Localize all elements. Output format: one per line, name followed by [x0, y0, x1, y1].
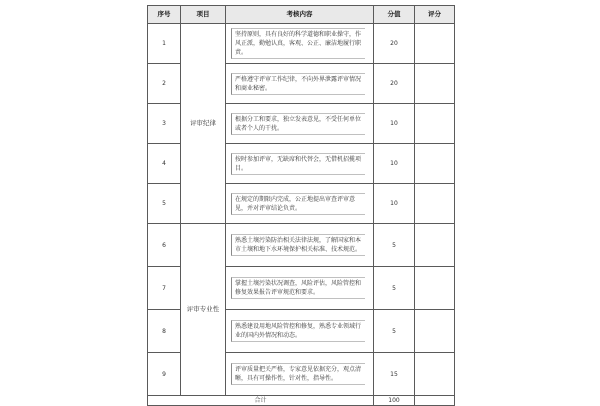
points-cell: 5 — [374, 267, 415, 310]
points-cell: 5 — [374, 310, 415, 353]
total-label: 合计 — [148, 396, 374, 406]
row-number: 5 — [148, 184, 181, 224]
row-number: 2 — [148, 64, 181, 104]
evaluation-cell[interactable] — [415, 64, 455, 104]
evaluation-cell[interactable] — [415, 310, 455, 353]
row-number: 4 — [148, 144, 181, 184]
points-cell: 20 — [374, 64, 415, 104]
header-content: 考核内容 — [226, 6, 374, 24]
content-text: 坚持原则，具有良好的科学道德和职业操守，作风正派，勤勉认真，客观、公正、廉洁地履行职责。 — [231, 28, 365, 59]
header-item: 项目 — [181, 6, 226, 24]
row-number: 9 — [148, 353, 181, 396]
row-number: 6 — [148, 224, 181, 267]
row-number: 3 — [148, 104, 181, 144]
table-row — [148, 24, 455, 64]
content-text: 严格遵守评审工作纪律，不向外界泄露评审情况和商业秘密。 — [231, 73, 365, 95]
header-row — [148, 6, 455, 24]
row-number: 1 — [148, 24, 181, 64]
group-professionalism: 评审专业性 — [181, 224, 226, 396]
content-text: 评审质量把关严格，专家意见依据充分，观点清晰，具有可操作性，针对性，指导性。 — [231, 363, 365, 385]
content-cell — [226, 267, 374, 310]
row-number: 7 — [148, 267, 181, 310]
evaluation-cell[interactable] — [415, 224, 455, 267]
content-cell — [226, 310, 374, 353]
total-points: 100 — [374, 396, 415, 406]
evaluation-table — [147, 5, 455, 406]
score-sheet — [147, 5, 454, 406]
content-text: 掌握土壤污染状况调查，风险评估，风险管控和修复效果报告评审规范和要求。 — [231, 277, 365, 299]
points-cell: 15 — [374, 353, 415, 396]
content-cell — [226, 104, 374, 144]
content-text: 熟悉建设用地风险管控和修复，熟悉专业领域行业的国内外情况和动态。 — [231, 320, 365, 342]
header-evaluation: 评分 — [415, 6, 455, 24]
points-cell: 10 — [374, 144, 415, 184]
points-cell: 5 — [374, 224, 415, 267]
table-row — [148, 224, 455, 267]
content-cell — [226, 144, 374, 184]
content-text: 根据分工和要求，独立发表意见，不受任何单位或者个人的干扰。 — [231, 113, 365, 135]
content-cell — [226, 353, 374, 396]
evaluation-cell[interactable] — [415, 24, 455, 64]
content-cell — [226, 64, 374, 104]
content-text: 在规定的期限内完成，公正地提出审查评审意见，并对评审结论负责。 — [231, 193, 365, 215]
evaluation-cell[interactable] — [415, 144, 455, 184]
content-cell — [226, 24, 374, 64]
evaluation-cell[interactable] — [415, 184, 455, 224]
content-text: 熟悉土壤污染防治相关法律法规，了解国家和本市土壤和地下水环境保护相关标准、技术规范。 — [231, 234, 365, 256]
points-cell: 10 — [374, 184, 415, 224]
total-row — [148, 396, 455, 406]
content-cell — [226, 184, 374, 224]
header-points: 分值 — [374, 6, 415, 24]
group-discipline: 评审纪律 — [181, 24, 226, 224]
row-number: 8 — [148, 310, 181, 353]
evaluation-cell[interactable] — [415, 267, 455, 310]
evaluation-cell[interactable] — [415, 104, 455, 144]
points-cell: 10 — [374, 104, 415, 144]
evaluation-cell[interactable] — [415, 353, 455, 396]
content-cell — [226, 224, 374, 267]
content-text: 按时参加评审，无缺席和代替会，无借机招揽项目。 — [231, 153, 365, 175]
header-no: 序号 — [148, 6, 181, 24]
points-cell: 20 — [374, 24, 415, 64]
total-evaluation[interactable] — [415, 396, 455, 406]
